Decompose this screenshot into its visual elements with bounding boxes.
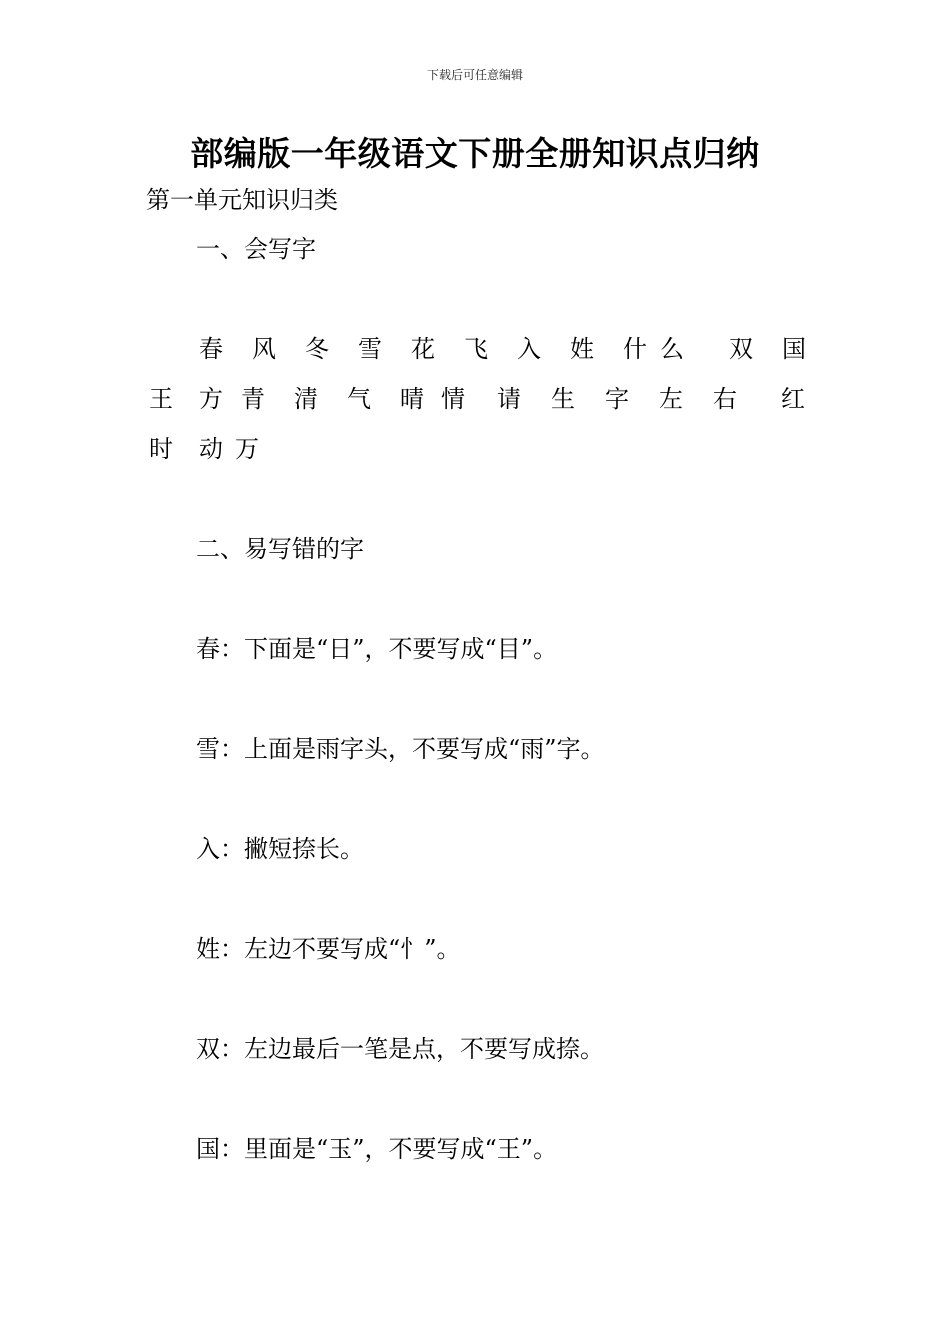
writing-char: 花 — [411, 335, 435, 363]
writing-char: 方 — [199, 385, 223, 413]
writing-char: 右 — [713, 385, 737, 413]
writing-char: 么 — [660, 335, 684, 363]
writing-char: 左 — [659, 385, 683, 413]
section-heading-error-prone-chars: 二、易写错的字 — [196, 535, 364, 563]
error-note: 雪：上面是雨字头，不要写成“雨”字。 — [196, 735, 605, 763]
writing-characters-grid — [146, 334, 806, 494]
writing-char: 请 — [497, 385, 521, 413]
writing-char: 生 — [551, 385, 575, 413]
writing-char: 清 — [294, 385, 318, 413]
error-note: 姓：左边不要写成“忄”。 — [196, 935, 461, 963]
writing-char: 春 — [199, 335, 223, 363]
writing-char: 王 — [149, 385, 173, 413]
writing-char: 气 — [347, 385, 371, 413]
unit-heading: 第一单元知识归类 — [146, 186, 338, 214]
writing-char: 晴 — [400, 385, 424, 413]
writing-char: 动 — [199, 435, 223, 463]
writing-char: 飞 — [464, 335, 488, 363]
writing-char: 雪 — [358, 335, 382, 363]
writing-char: 国 — [782, 335, 806, 363]
writing-char: 情 — [441, 385, 465, 413]
page-header: 下载后可任意编辑 — [426, 68, 523, 82]
writing-char: 姓 — [570, 335, 594, 363]
writing-char: 红 — [781, 385, 805, 413]
writing-char: 冬 — [305, 335, 329, 363]
writing-char: 风 — [252, 335, 276, 363]
writing-char: 时 — [149, 435, 173, 463]
error-note: 双：左边最后一笔是点，不要写成捺。 — [196, 1035, 604, 1063]
error-note: 春：下面是“日”，不要写成“目”。 — [196, 635, 558, 663]
writing-char: 万 — [235, 435, 259, 463]
error-note: 国：里面是“玉”，不要写成“王”。 — [196, 1135, 558, 1163]
writing-char: 双 — [729, 335, 753, 363]
writing-char: 青 — [241, 385, 265, 413]
document-title: 部编版一年级语文下册全册知识点归纳 — [190, 134, 760, 173]
error-note: 入：撇短捺长。 — [196, 835, 364, 863]
writing-char: 什 — [623, 335, 647, 363]
writing-char: 字 — [605, 385, 629, 413]
section-heading-writing-chars: 一、会写字 — [196, 235, 316, 263]
writing-char: 入 — [517, 335, 541, 363]
